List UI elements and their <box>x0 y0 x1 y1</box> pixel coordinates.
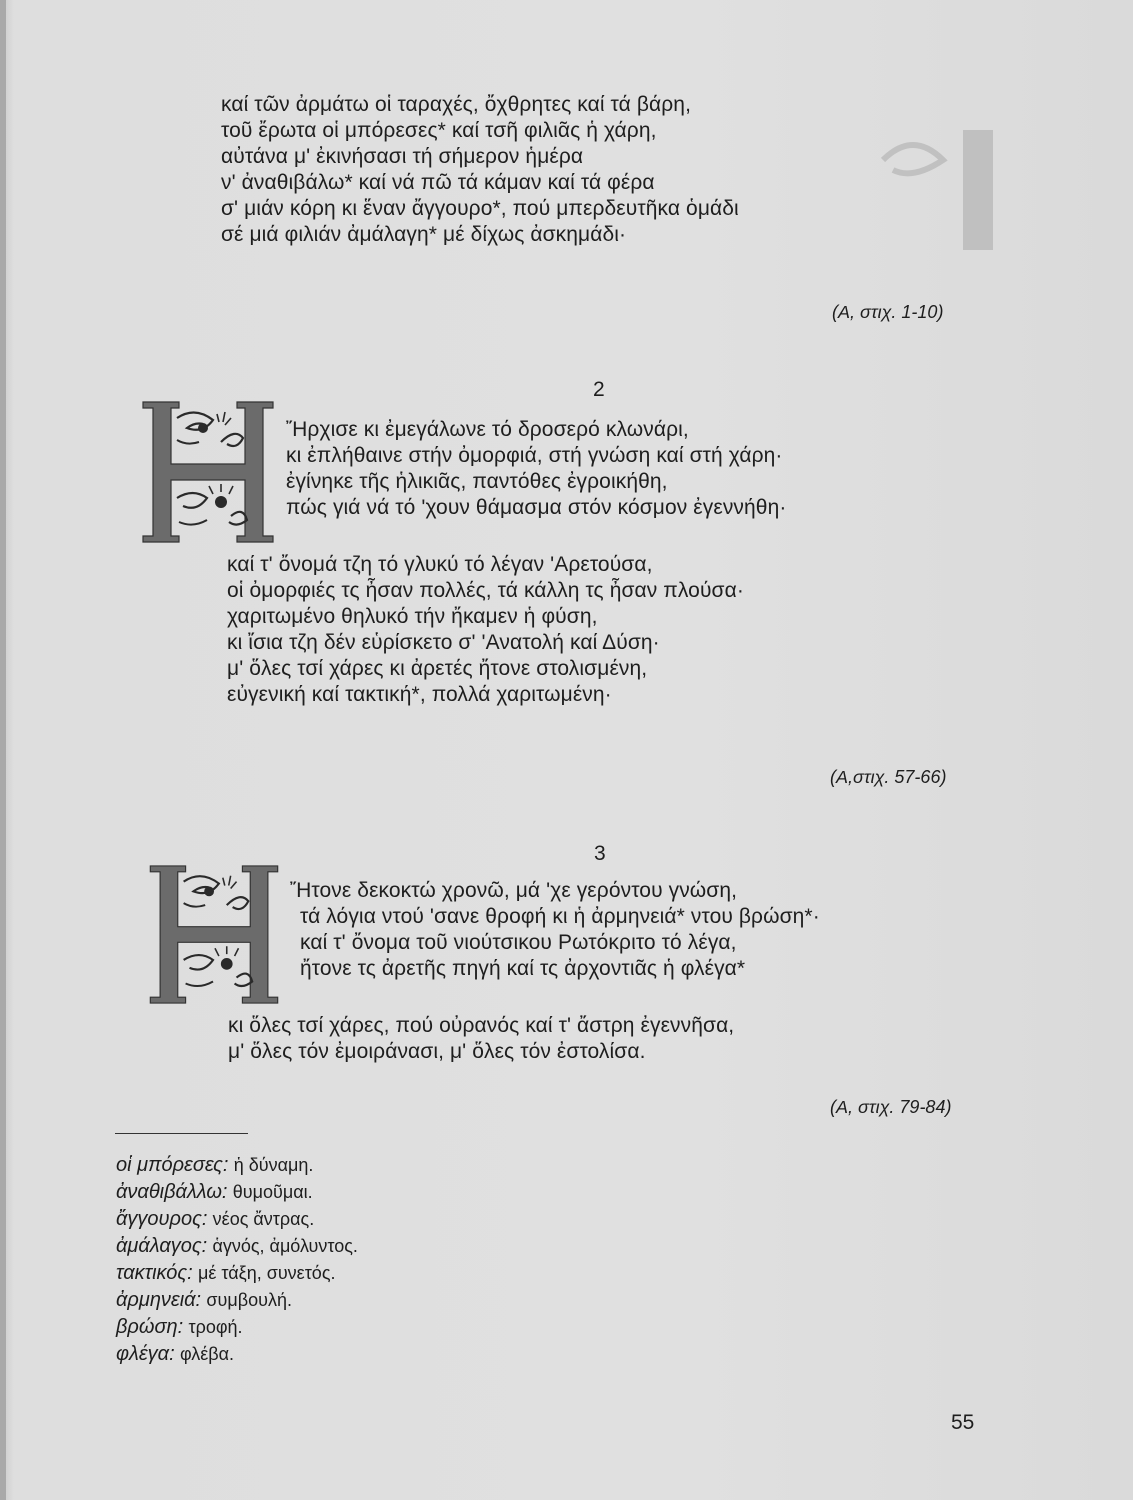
footnote-definition: τροφή. <box>188 1317 243 1337</box>
section1-reference: (Α, στιχ. 1-10) <box>832 302 944 322</box>
verse-line: σ' μιάν κόρη κι ἕναν ἄγγουρο*, πού μπερδευτῆκα ὁμάδι <box>221 197 739 220</box>
section3-verse-indented <box>290 878 820 982</box>
decorated-initial-eta-icon <box>140 862 288 1007</box>
verse-line: πώς γιά νά τό 'χουν θάμασμα στόν κόσμον ἐγεννήθη· <box>286 496 787 519</box>
verse-line: αὐτάνα μ' ἐκινήσασι τή σήμερον ἡμέρα <box>221 145 584 168</box>
book-spine-shadow <box>0 0 6 1500</box>
verse-line: σέ μιά φιλιάν ἀμάλαγη* μέ δίχως ἀσκημάδι· <box>221 223 627 246</box>
footnote-term: ἀναθιβάλλω: <box>116 1181 228 1203</box>
section3-reference: (Α, στιχ. 79-84) <box>830 1097 952 1117</box>
decorated-initial-eta-icon <box>133 398 283 546</box>
verse-line: κι ἐπλήθαινε στήν ὀμορφιά, στή γνώση καί στή χάρη· <box>286 444 783 467</box>
verse-line: ἤτονε τς ἀρετῆς πηγή καί τς ἀρχοντιᾶς ἡ φλέγα* <box>300 957 746 980</box>
footnote-term: βρώση: <box>116 1316 184 1338</box>
verse-line: οἱ ὀμορφιές τς ἦσαν πολλές, τά κάλλη τς ἦσαν πλούσα· <box>227 579 744 602</box>
verse-line: καί τῶν ἀρμάτω οἱ ταραχές, ὄχθρητες καί τά βάρη, <box>221 93 691 116</box>
verse-line: εὐγενική καί τακτική*, πολλά χαριτωμένη· <box>227 683 612 706</box>
footnote-term: ἀμάλαγος: <box>116 1235 208 1257</box>
footnote-separator <box>115 1133 248 1134</box>
footnote-item <box>116 1179 358 1206</box>
footnote-term: τακτικός: <box>116 1262 193 1284</box>
footnote-definition: συμβουλή. <box>206 1290 292 1310</box>
footnote-item <box>116 1260 358 1287</box>
footnote-definition: ἡ δύναμη. <box>233 1155 314 1175</box>
footnote-definition: μέ τάξη, συνετός. <box>197 1263 336 1283</box>
footnote-term: οἱ μπόρεσες: <box>116 1154 229 1176</box>
footnote-term: ἀρμηνειά: <box>116 1289 202 1311</box>
verse-line: κι ὅλες τσί χάρες, πού οὐρανός καί τ' ἄστρη ἐγεννῆσα, <box>228 1014 735 1037</box>
verse-line: ἐγίνηκε τῆς ἡλικιᾶς, παντόθες ἐγροικήθη, <box>286 470 668 493</box>
footnote-definition: νέος ἄντρας. <box>212 1209 315 1229</box>
section2-verse-indented <box>286 417 786 521</box>
verse-line: μ' ὅλες τσί χάρες κι ἀρετές ἤτονε στολισμένη, <box>227 657 648 680</box>
footnote-term: ἄγγουρος: <box>116 1208 208 1230</box>
footnote-definition: ἁγνός, ἀμόλυντος. <box>212 1236 358 1256</box>
verse-line: μ' ὅλες τόν ἐμοιράνασι, μ' ὅλες τόν ἐστολίσα. <box>228 1040 646 1063</box>
verse-line: τοῦ ἔρωτα οἱ μπόρεσες* καί τσῆ φιλιᾶς ἡ χάρη, <box>221 119 657 142</box>
verse-line: τά λόγια ντού 'σανε θροφή κι ἡ ἀρμηνειά* ντου βρώση*· <box>300 905 820 928</box>
footnote-item <box>116 1206 358 1233</box>
section3-number: 3 <box>594 842 606 865</box>
footnotes-glossary <box>116 1152 358 1368</box>
footnote-definition: θυμοῦμαι. <box>232 1182 313 1202</box>
bleed-through-ornament <box>873 120 1003 260</box>
footnote-item <box>116 1233 358 1260</box>
footnote-item <box>116 1341 358 1368</box>
verse-line: καί τ' ὄνομά τζη τό γλυκύ τό λέγαν 'Αρετούσα, <box>227 553 653 576</box>
verse-line: καί τ' ὄνομα τοῦ νιούτσικου Ρωτόκριτο τό λέγα, <box>300 931 737 954</box>
section2-number: 2 <box>593 378 605 401</box>
section1-verse <box>221 92 739 248</box>
verse-line: Ἤρχισε κι ἐμεγάλωνε τό δροσερό κλωνάρι, <box>286 418 689 441</box>
verse-line: Ἤτονε δεκοκτώ χρονῶ, μά 'χε γερόντου γνώση, <box>290 879 738 902</box>
section2-reference: (Α,στιχ. 57-66) <box>830 767 947 787</box>
verse-line: κι ἴσια τζη δέν εὑρίσκετο σ' 'Ανατολή καί Δύση· <box>227 631 660 654</box>
footnote-item <box>116 1152 358 1179</box>
page-number: 55 <box>951 1411 975 1434</box>
footnote-item <box>116 1287 358 1314</box>
section3-verse <box>228 1013 734 1065</box>
footnote-definition: φλέβα. <box>179 1344 235 1364</box>
verse-line: χαριτωμένο θηλυκό τήν ἤκαμεν ἡ φύση, <box>227 605 598 628</box>
footnote-term: φλέγα: <box>116 1343 175 1365</box>
section2-verse <box>227 552 744 708</box>
footnote-item <box>116 1314 358 1341</box>
verse-line: ν' ἀναθιβάλω* καί νά πῶ τά κάμαν καί τά φέρα <box>221 171 655 194</box>
